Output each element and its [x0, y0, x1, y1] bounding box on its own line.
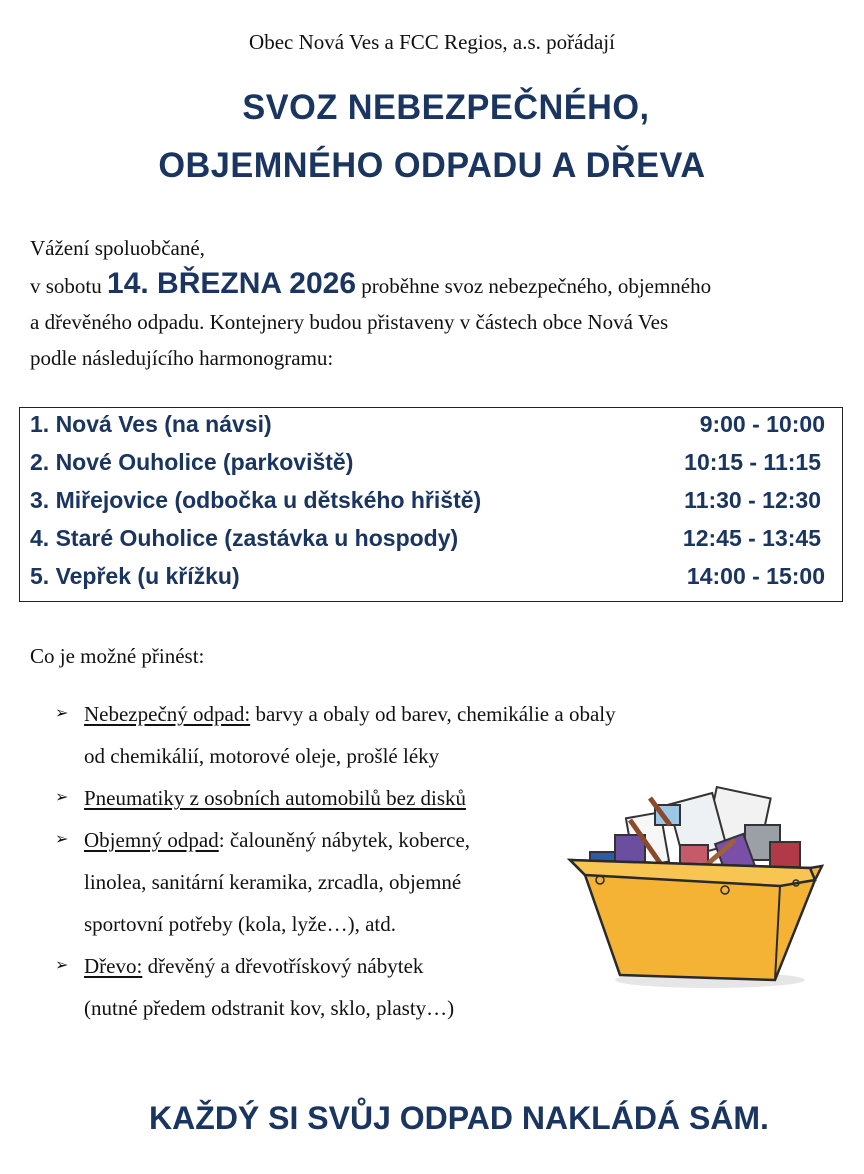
schedule-row — [30, 487, 825, 523]
schedule-place: 3. Miřejovice (odbočka u dětského hřiště) — [30, 487, 482, 513]
item-continuation: od chemikálií, motorové oleje, prošlé léky — [84, 744, 440, 768]
page-title-line-1: SVOZ NEBEZPEČNÉHO, — [242, 88, 650, 127]
schedule-place: 1. Nová Ves (na návsi) — [30, 411, 272, 437]
greeting: Vážení spoluobčané, — [30, 236, 205, 260]
item-text: : čalouněný nábytek, koberce, — [218, 828, 471, 852]
arrow-bullet-icon: ➢ — [55, 705, 69, 722]
item-text: dřevěný a dřevotřískový nábytek — [142, 954, 424, 978]
event-date: 14. BŘEZNA 2026 — [107, 267, 357, 300]
schedule-time: 10:15 - 11:15 — [684, 449, 821, 475]
intro-line-4: podle následujícího harmonogramu: — [30, 346, 334, 370]
schedule-time: 12:45 - 13:45 — [682, 525, 821, 551]
arrow-bullet-icon: ➢ — [55, 957, 69, 974]
schedule-place: 2. Nové Ouholice (parkoviště) — [30, 449, 354, 475]
item-text: barvy a obaly od barev, chemikálie a obaly — [250, 702, 616, 726]
date-line — [30, 266, 850, 304]
item-continuation: sportovní potřeby (kola, lyže…), atd. — [84, 912, 397, 936]
item-continuation: linolea, sanitární keramika, zrcadla, objemné — [84, 870, 462, 894]
schedule-time: 9:00 - 10:00 — [699, 411, 825, 437]
schedule-place: 4. Staré Ouholice (zastávka u hospody) — [30, 525, 459, 551]
item-label: Nebezpečný odpad: — [84, 702, 251, 726]
arrow-bullet-icon: ➢ — [55, 789, 69, 806]
schedule-table — [19, 407, 843, 602]
intro-paragraph — [30, 230, 850, 376]
item-label: Objemný odpad — [84, 828, 219, 852]
intro-line-3: a dřevěného odpadu. Kontejnery budou přistaveny v částech obce Nová Ves — [30, 310, 669, 334]
skip-container-icon — [560, 780, 830, 990]
footer-notice: KAŽDÝ SI SVŮJ ODPAD NAKLÁDÁ SÁM. — [149, 1100, 769, 1136]
date-suffix: proběhne svoz nebezpečného, objemného — [356, 274, 712, 298]
schedule-row — [30, 563, 825, 599]
schedule-time: 11:30 - 12:30 — [684, 487, 821, 513]
schedule-time: 14:00 - 15:00 — [686, 563, 825, 589]
schedule-row — [30, 449, 825, 485]
page-title-line-2: OBJEMNÉHO ODPADU A DŘEVA — [158, 146, 706, 185]
schedule-place: 5. Vepřek (u křížku) — [30, 563, 240, 589]
waste-skip-illustration — [560, 780, 830, 990]
arrow-bullet-icon: ➢ — [55, 831, 69, 848]
schedule-row — [30, 525, 825, 561]
item-continuation: (nutné předem odstranit kov, sklo, plasty…) — [84, 996, 455, 1020]
item-label: Pneumatiky z osobních automobilů bez disků — [84, 786, 467, 810]
schedule-row — [30, 411, 825, 447]
list-item — [55, 693, 755, 777]
item-label: Dřevo: — [84, 954, 143, 978]
bring-heading: Co je možné přinést: — [30, 644, 205, 668]
date-prefix: v sobotu — [30, 274, 108, 298]
organizer-line: Obec Nová Ves a FCC Regios, a.s. pořádají — [249, 30, 615, 54]
